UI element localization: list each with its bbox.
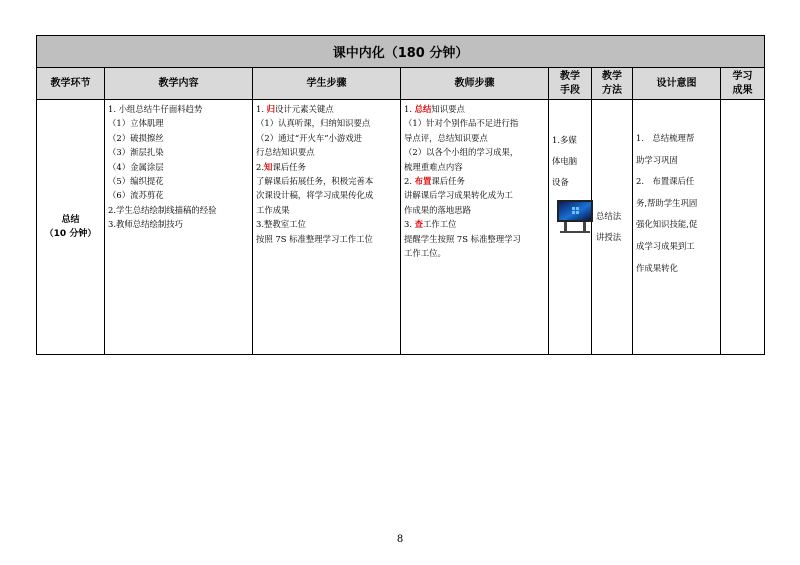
keyword-highlight: 总结	[414, 104, 432, 114]
header-teaching-method: 教学 方法	[592, 68, 633, 100]
teacher-step-line: 作成果的落地思路	[404, 204, 471, 215]
content-line: （6）流苏剪花	[108, 190, 164, 201]
teaching-method-cell: 总结法 讲授法	[592, 100, 633, 355]
student-step-line: 行总结知识要点	[256, 147, 315, 158]
content-line: 2.学生总结绘制线描稿的经验	[108, 204, 217, 215]
smartboard-icon	[554, 199, 596, 235]
design-intent-cell: 1. 总结梳理帮 助学习巩固 2. 布置课后任 务,帮助学生巩固 强化知识技能,促 成学习成果到工 作成果转化	[633, 100, 721, 355]
page-number: 8	[396, 534, 404, 545]
teacher-step-line: （2）以各个小组的学习成果，	[404, 147, 519, 158]
header-stage: 教学环节	[37, 68, 105, 100]
teacher-step-1-heading: 1. 总结知识要点	[404, 104, 465, 114]
header-design-intent: 设计意图	[633, 68, 721, 100]
content-line: 1. 小组总结牛仔面料趋势	[108, 104, 203, 114]
student-step-line: 了解课后拓展任务，积极完善本	[256, 176, 374, 187]
table-row	[37, 100, 765, 355]
header-learning-outcome: 学习 成果	[721, 68, 765, 100]
header-teacher-steps: 教师步骤	[401, 68, 549, 100]
content-line: 3.教师总结绘制技巧	[108, 219, 183, 230]
student-step-line: 工作成果	[256, 204, 290, 215]
stage-cell: 总结 （10 分钟）	[37, 100, 105, 355]
teacher-step-line: 导点评，总结知识要点	[404, 132, 488, 143]
content-line: （3）渐层扎染	[108, 147, 164, 158]
content-line: （1）立体肌理	[108, 118, 164, 129]
keyword-highlight: 知	[264, 161, 273, 172]
keyword-highlight: 归	[266, 104, 276, 114]
student-step-line: （1）认真听课，归纳知识要点	[256, 118, 371, 129]
teaching-means-cell: 1.多媒 体电脑 设备	[549, 100, 592, 355]
keyword-highlight: 查	[414, 219, 424, 230]
student-step-line: 次课设计稿，将学习成果传化成	[256, 190, 374, 201]
content-cell	[105, 100, 253, 355]
learning-outcome-cell	[721, 100, 765, 355]
header-student-steps: 学生步骤	[253, 68, 401, 100]
content-line: （4）金属涂层	[108, 161, 164, 172]
lesson-table	[36, 35, 765, 355]
teacher-step-line: 工作工位。	[404, 248, 446, 259]
student-step-line: 按照 7S 标准整理学习工作工位	[256, 233, 373, 244]
header-teaching-means: 教学 手段	[549, 68, 592, 100]
teacher-step-line: 梳理重难点内容	[404, 161, 463, 172]
header-content: 教学内容	[105, 68, 253, 100]
student-step-1-heading: 1. 归设计元素关键点	[256, 104, 334, 114]
student-step-line: （2）通过“开火车”小游戏进	[256, 132, 363, 143]
table-title: 课中内化（180 分钟）	[37, 36, 765, 68]
teacher-steps-cell	[401, 100, 549, 355]
keyword-highlight: 布置	[414, 176, 432, 187]
content-line: （5）编织提花	[108, 176, 164, 187]
student-steps-cell	[253, 100, 401, 355]
teacher-step-line: （1）针对个别作品不足进行指	[404, 118, 519, 129]
teacher-step-line: 提醒学生按照 7S 标准整理学习	[404, 233, 521, 244]
teacher-step-2-heading: 2. 布置课后任务	[404, 176, 465, 187]
student-step-3-heading: 3.整教室工位	[256, 219, 306, 230]
teacher-step-3-heading: 3. 查工作工位	[404, 219, 457, 230]
student-step-2-heading: 2.知课后任务	[256, 161, 306, 172]
teacher-step-line: 讲解课后学习成果转化成为工	[404, 190, 513, 201]
content-line: （2）破损擦丝	[108, 132, 164, 143]
